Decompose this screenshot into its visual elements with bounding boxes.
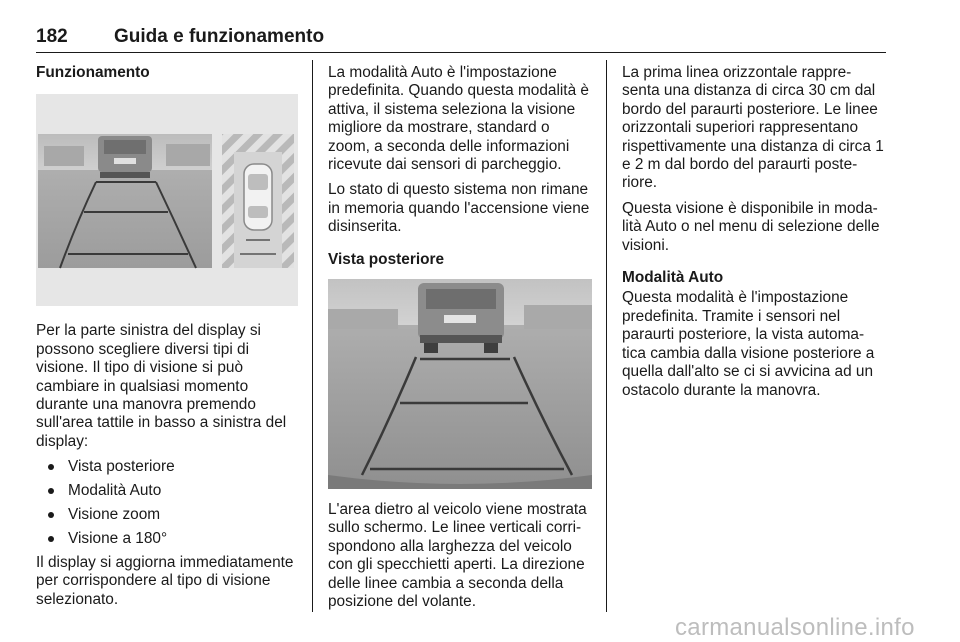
watermark: carmanualsonline.info <box>675 614 915 641</box>
page-header <box>36 22 886 53</box>
paragraph: Questa modalità è l'impostazione predefinita. Tramite i sensori nel paraurti posteriore, la vista automa-tica cambia dalla visione posteriore a quella dall'alto se ci si avvicina ad un ostacolo durante la manovra. <box>622 289 875 399</box>
list-item: Vista posteriore <box>36 458 298 476</box>
paragraph: Il display si aggiorna immediatamente per corrispondere al tipo di visione selezionato. <box>36 554 294 608</box>
list-item: Modalità Auto <box>36 482 298 500</box>
paragraph: La modalità Auto è l'impostazione predefinita. Quando questa modalità è attiva, il sistema seleziona la visione migliore da mostrare, standard o zoom, a seconda delle informazioni ricevute dai sensori di parcheggio. <box>328 64 589 174</box>
view-type-list <box>36 458 298 548</box>
rear-camera-view <box>38 134 212 268</box>
list-item: Visione zoom <box>36 506 298 524</box>
paragraph: Questa visione è disponibile in moda-lità Auto o nel menu di selezione delle visioni. <box>622 199 880 254</box>
paragraph: L'area dietro al veicolo viene mostrata sullo schermo. Le linee verticali corri-spondono alla larghezza del veicolo con gli specchietti aperti. La direzione delle linee cambia a seconda della posizione del volante. <box>328 501 587 611</box>
column-divider-2 <box>606 60 607 612</box>
column-3 <box>622 64 888 407</box>
paragraph: La prima linea orizzontale rappre-senta una distanza di circa 30 cm dal bordo del paraurti posteriore. Le linee orizzontali superiori rappresentano rispettivamente una distanza di circa 1 e 2 m dal bordo del paraurti poste-riore. <box>622 64 884 192</box>
vehicle-ahead <box>418 283 504 353</box>
camera-display-figure <box>36 94 298 306</box>
column-divider-1 <box>312 60 313 612</box>
rear-view-figure <box>328 279 592 489</box>
section-heading-funzionamento: Funzionamento <box>36 64 150 81</box>
page-number: 182 <box>36 26 68 47</box>
column-2 <box>328 64 592 619</box>
page-title: Guida e funzionamento <box>114 26 325 47</box>
paragraph: Lo stato di questo sistema non rimane in memoria quando l'accensione viene disinserita. <box>328 181 590 236</box>
section-heading-modalita-auto: Modalità Auto <box>622 269 724 287</box>
paragraph: Per la parte sinistra del display si possono scegliere diversi tipi di visione. Il tipo di visione si può cambiare in qualsiasi momento durante una manovra premendo sull'area tattile in basso a sinistra del display: <box>36 322 287 450</box>
top-view <box>222 134 294 268</box>
column-1 <box>36 64 298 616</box>
list-item: Visione a 180° <box>36 530 298 548</box>
section-heading-vista-posteriore: Vista posteriore <box>328 250 445 268</box>
